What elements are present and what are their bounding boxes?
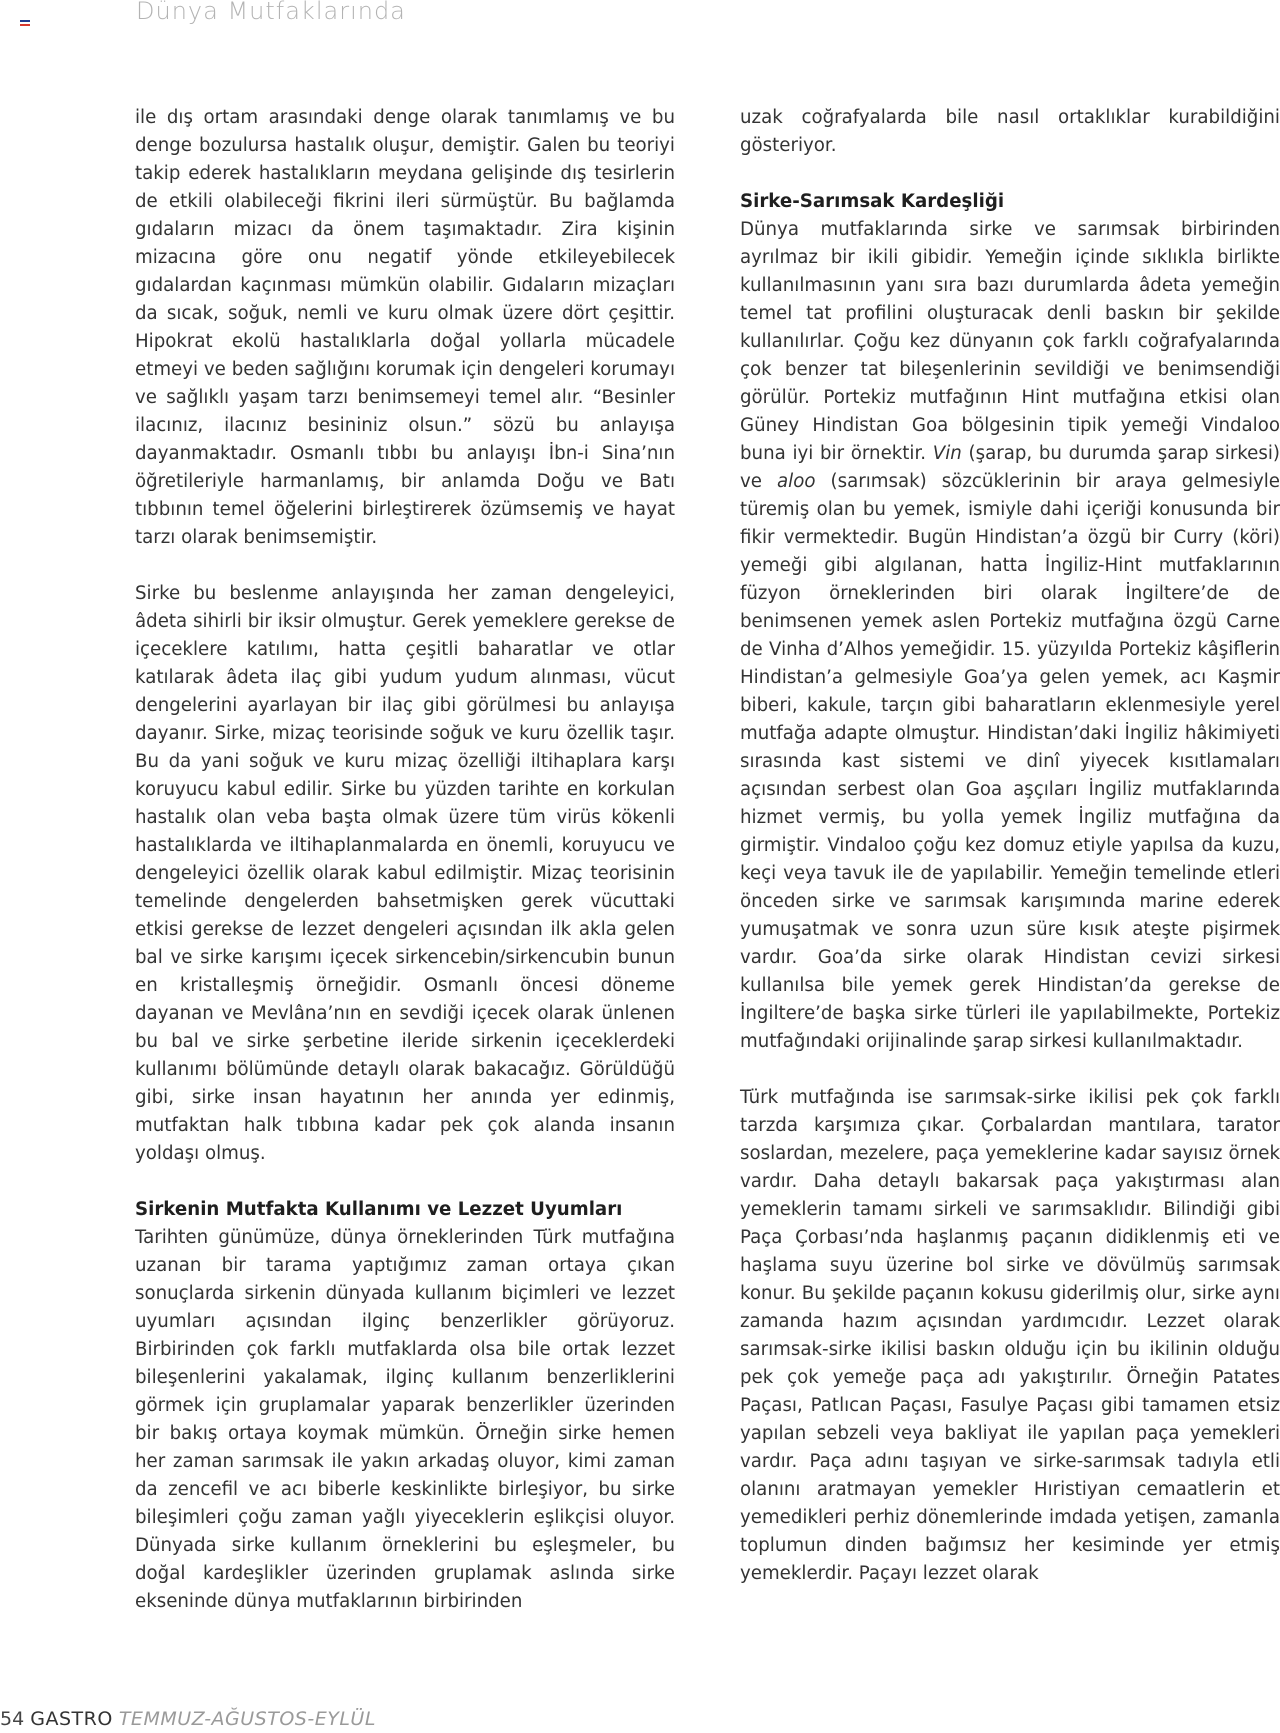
italic-term-aloo: aloo [777,471,816,492]
section-title: Dünya Mutfaklarında [136,0,406,25]
left-column [135,104,675,1616]
section-heading-vinegar-usage: Sirkenin Mutfakta Kullanımı ve Lezzet Uyumları [135,1199,623,1220]
italic-term-vin: Vin [932,443,962,464]
page-footer [0,1708,376,1730]
page-number: 54 [0,1708,25,1730]
left-paragraph-1: ile dış ortam arasındaki denge olarak tanımlamış ve bu denge bozulursa hastalık oluşur, demiştir. Galen bu teoriyi takip ederek hastalıkların meydana gelişinde dış tesirlerin de etkili olabileceği fikrini ileri sürmüştür. Bu bağlamda gıdaların mizacı da önem taşımaktadır. Zira kişinin mizacına göre onu negatif yönde etkileyebilecek gıdalardan kaçınması mümkün olabilir. Gıdaların mizaçları da sıcak, soğuk, nemli ve kuru olmak üzere dört çeşittir. Hipokrat ekolü hastalıklarla doğal yollarla mücadele etmeyi ve beden sağlığını korumak için dengeleri korumayı ve sağlıklı yaşam tarzı benimsemeyi temel alır. “Besinler ilacınız, ilacınız besininiz olsun.” sözü bu anlayışa dayanmaktadır. Osmanlı tıbbı bu anlayışı İbn-i Sina’nın öğretileriyle harmanlamış, bir anlamda Doğu ve Batı tıbbının temel öğelerini birleştirerek özümsemiş ve hayat tarzı olarak benimsemiştir. [135,107,675,548]
text-run: Dünya mutfaklarında sirke ve sarımsak birbirinden ayrılmaz bir ikili gibidir. Yemeğin içinde sıklıkla birlikte kullanılmasının yanı sıra bazı durumlarda âdeta yemeğin temel tat profilini oluşturacak denli baskın bir şekilde kullanılırlar. Çoğu kez dünyanın çok farklı coğrafyalarında çok benzer tat bileşenlerinin sevildiği ve benimsendiği görülür. Portekiz mutfağının Hint mutfağına etkisi olan Güney Hindistan Goa bölgesinin tipik yemeği Vindaloo buna iyi bir örnektir. [740,219,1280,464]
left-paragraph-2: Sirke bu beslenme anlayışında her zaman dengeleyici, âdeta sihirli bir iksir olmuştur. Gerek yemeklere gerekse de içeceklere katılımı, hatta çeşitli baharatlar ve otlar katılarak âdeta ilaç gibi yudum yudum alınması, vücut dengelerini ayarlayan bir ilaç gibi görülmesi bu anlayışa dayanır. Sirke, mizaç teorisinde soğuk ve kuru özellik taşır. Bu da yani soğuk ve kuru mizaç özelliği iltihaplara karşı koruyucu kabul edilir. Sirke bu yüzden tarihte en korkulan hastalık olan veba başta olmak üzere tüm virüs kökenli hastalıklarda ve iltihaplanmalarda en önemli, koruyucu ve dengeleyici özellik olarak kabul edilmiştir. Mizaç teorisinin temelinde dengelerden bahsetmişken gerek vücuttaki etkisi gerekse de lezzet dengeleri açısından ilk akla gelen bal ve sirke karışımı içecek sirkencebin/sirkencubin bunun en kristalleşmiş örneğidir. Osmanlı öncesi döneme dayanan ve Mevlâna’nın en sevdiği içecek olarak ünlenen bu bal ve sirke şerbetine ileride sirkenin içeceklerdeki kullanımı bölümünde detaylı olarak bakacağız. Görüldüğü gibi, sirke insan hayatının her anında yer edinmiş, mutfaktan halk tıbbına kadar pek çok alanda insanın yoldaşı olmuş. [135,583,675,1164]
header-logo-mark [20,20,30,26]
right-paragraph-1: uzak coğrafyalarda bile nasıl ortaklıklar kurabildiğini gösteriyor. [740,107,1280,156]
text-run: (şarap, bu durumda şarap sirkesi) ve [740,443,1280,492]
logo-stripe-blue [20,20,30,22]
left-paragraph-3: Tarihten günümüze, dünya örneklerinden Türk mutfağına uzanan bir tarama yaptığımız zaman ortaya çıkan sonuçlarda sirkenin dünyada kullanım biçimleri ve lezzet uyumları açısından ilginç benzerlikler görüyoruz. Birbirinden çok farklı mutfaklarda olsa bile ortak lezzet bileşenlerini yakalamak, ilginç kullanım benzerliklerini görmek için gruplamalar yaparak benzerlikler üzerinden bir bakış ortaya koymak mümkün. Örneğin sirke hemen her zaman sarımsak ile yakın arkadaş oluyor, kimi zaman da zencefil ve acı biberle keskinlikte birleşiyor, bu sirke bileşimleri çoğu zaman yağlı yiyeceklerin eşlikçisi oluyor. Dünyada sirke kullanım örneklerini bu eşleşmeler, bu doğal kardeşlikler üzerinden gruplamak aslında sirke ekseninde dünya mutfaklarının birbirinden [135,1227,675,1612]
right-paragraph-3: Türk mutfağında ise sarımsak-sirke ikilisi pek çok farklı tarzda karşımıza çıkar. Çorbalardan mantılara, tarator soslardan, mezelere, paça yemeklerine kadar sayısız örnek vardır. Daha detaylı bakarsak paça yakıştırması alan yemeklerin tamamı sirkeli ve sarımsaklıdır. Bilindiği gibi Paça Çorbası’nda haşlanmış paçanın didiklenmiş eti ve haşlama suyu üzerine bol sirke ve dövülmüş sarımsak konur. Bu şekilde paçanın kokusu giderilmiş olur, sirke aynı zamanda hazım açısından yardımcıdır. Lezzet olarak sarımsak-sirke ikilisi baskın olduğu için bu ikilinin olduğu pek çok yemeğe paça adı yakıştırılır. Örneğin Patates Paçası, Patlıcan Paçası, Fasulye Paçası gibi tamamen etsiz yapılan sebzeli veya bakliyat ile yapılan paça yemekleri vardır. Paça adını taşıyan ve sirke-sarımsak tadıyla etli olanını aratmayan yemekler Hıristiyan cemaatlerin et yemedikleri perhiz dönemlerinde imdada yetişen, zamanla toplumun dinden bağımsız her kesiminde yer etmiş yemeklerdir. Paçayı lezzet olarak [740,1087,1280,1584]
issue-label: TEMMUZ-AĞUSTOS-EYLÜL [118,1708,376,1730]
logo-stripe-red [20,24,30,26]
right-column [740,104,1280,1588]
magazine-name: GASTRO [30,1708,113,1730]
section-heading-vinegar-garlic: Sirke-Sarımsak Kardeşliği [740,191,1005,212]
right-paragraph-2 [740,216,1280,1056]
text-run: (sarımsak) sözcüklerinin bir araya gelmesiyle türemiş olan bu yemek, ismiyle dahi içeriği konusunda bir fikir vermektedir. Bugün Hindistan’a özgü bir Curry (köri) yemeği gibi algılanan, hatta İngiliz-Hint mutfaklarının füzyon örneklerinden biri olarak İngiltere’de de benimsenen yemek aslen Portekiz mutfağına özgü Carne de Vinha d’Alhos yemeğidir. 15. yüzyılda Portekiz kâşiflerin Hindistan’a gelmesiyle Goa’ya gelen yemek, acı Kaşmir biberi, kakule, tarçın gibi baharatların eklenmesiyle yerel mutfağa adapte olmuştur. Hindistan’daki İngiliz hâkimiyeti sırasında kast sistemi ve dinî yiyecek kısıtlamaları açısından serbest olan Goa aşçıları İngiliz mutfaklarında hizmet vermiş, bu yolla yemek İngiliz mutfağına da girmiştir. Vindaloo çoğu kez domuz etiyle yapılsa da kuzu, keçi veya tavuk ile de yapılabilir. Yemeğin temelinde etleri önceden sirke ve sarımsak karışımında marine ederek yumuşatmak ve sonra uzun süre kısık ateşte pişirmek vardır. Goa’da sirke olarak Hindistan cevizi sirkesi kullanılsa bile yemek gerek Hindistan’da gerekse de İngiltere’de başka sirke türleri ile yapılabilmekte, Portekiz mutfağındaki orijinalinde şarap sirkesi kullanılmaktadır. [740,471,1280,1052]
